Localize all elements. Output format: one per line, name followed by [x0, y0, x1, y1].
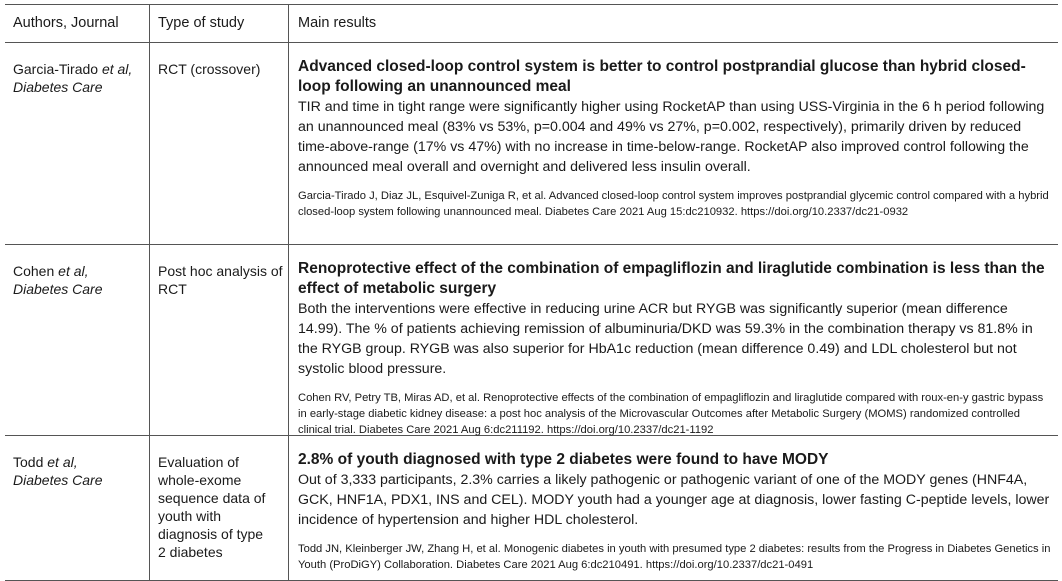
table-row [5, 245, 1058, 436]
journal-name: Diabetes Care [13, 79, 103, 95]
author-name: Garcia-Tirado [13, 61, 99, 77]
author-etal: et al, [47, 454, 78, 470]
main-results-cell [288, 245, 1058, 435]
result-body: Out of 3,333 participants, 2.3% carries a likely pathogenic or pathogenic variant of one of the MODY genes (HNF4A, GCK, HNF1A, PDX1, INS and CEL). MODY youth had a younger age at diagnosis, lower fasting C-peptide levels, lower incidence of hypertension and higher HDL cholesterol. [298, 472, 1050, 528]
result-body: Both the interventions were effective in reducing urine ACR but RYGB was significantly superior (mean difference 14.99). The % of patients achieving remission of albuminuria/DKD was 59.3% in the combination therapy vs 81.8% in the RYGB group. RYGB was also superior for HbA1c reduction (mean difference 0.49) and LDL cholesterol but not systolic blood pressure. [298, 301, 1033, 377]
author-cell [5, 245, 149, 435]
result-body: TIR and time in tight range were significantly higher using RocketAP than using USS-Virginia in the 6 h period following an unannounced meal (83% vs 53%, p=0.004 and 49% vs 27%, p=0.002, respectively), primarily driven by reduced time-above-range (17% vs 47%) with no increase in time-below-range. RocketAP also improved control following the announced meal overall and overnight and delivered less insulin overall. [298, 99, 1045, 175]
author-etal: et al, [101, 61, 133, 77]
study-type-cell: Post hoc analysis of RCT [149, 245, 288, 435]
main-results-cell [288, 43, 1058, 244]
result-reference: Cohen RV, Petry TB, Miras AD, et al. Renoprotective effects of the combination of empagliflozin and liraglutide compared with roux-en-y gastric bypass in early-stage diabetic kidney disease: a post hoc analysis of the Microvascular Outcomes after Metabolic Surgery (MOMS) randomized controlled clinical trial. Diabetes Care 2021 Aug 6:dc211192. https://doi.org/10.2337/dc21-1192 [298, 392, 1044, 436]
study-type-cell: RCT (crossover) [149, 43, 288, 244]
result-title: Renoprotective effect of the combination of empagliflozin and liraglutide combination is less than the effect of metabolic surgery [298, 260, 1045, 297]
author-cell [5, 43, 149, 244]
result-reference: Todd JN, Kleinberger JW, Zhang H, et al. Monogenic diabetes in youth with presumed type 2 diabetes: results from the Progress in Diabetes Genetics in Youth (ProDiGY) Collaboration. Diabetes Care 2021 Aug 6:dc210491. https://doi.org/10.2337/dc21-0491 [298, 543, 1051, 571]
result-title: 2.8% of youth diagnosed with type 2 diabetes were found to have MODY [298, 451, 829, 468]
main-results-cell [288, 436, 1058, 580]
author-cell [5, 436, 149, 580]
journal-name: Diabetes Care [13, 281, 103, 297]
header-type: Type of study [149, 5, 288, 42]
table-row [5, 43, 1058, 245]
results-table [5, 4, 1058, 581]
table-header-row [5, 5, 1058, 43]
journal-name: Diabetes Care [13, 472, 103, 488]
result-title: Advanced closed-loop control system is better to control postprandial glucose than hybrid closed-loop following an unannounced meal [298, 58, 1026, 95]
header-results: Main results [288, 5, 1058, 42]
author-etal: et al, [58, 263, 89, 279]
author-name: Todd [13, 454, 44, 470]
header-authors: Authors, Journal [13, 15, 119, 31]
result-reference: Garcia-Tirado J, Diaz JL, Esquivel-Zuniga R, et al. Advanced closed-loop control system improves postprandial glycemic control compared with a hybrid closed-loop system following unannounced meal. Diabetes Care 2021 Aug 15:dc210932. https://doi.org/10.2337/dc21-0932 [298, 190, 1049, 218]
author-name: Cohen [13, 263, 55, 279]
study-type-cell: Evaluation of whole-exome sequence data of youth with diagnosis of type 2 diabetes [149, 436, 288, 580]
table-row [5, 436, 1058, 581]
